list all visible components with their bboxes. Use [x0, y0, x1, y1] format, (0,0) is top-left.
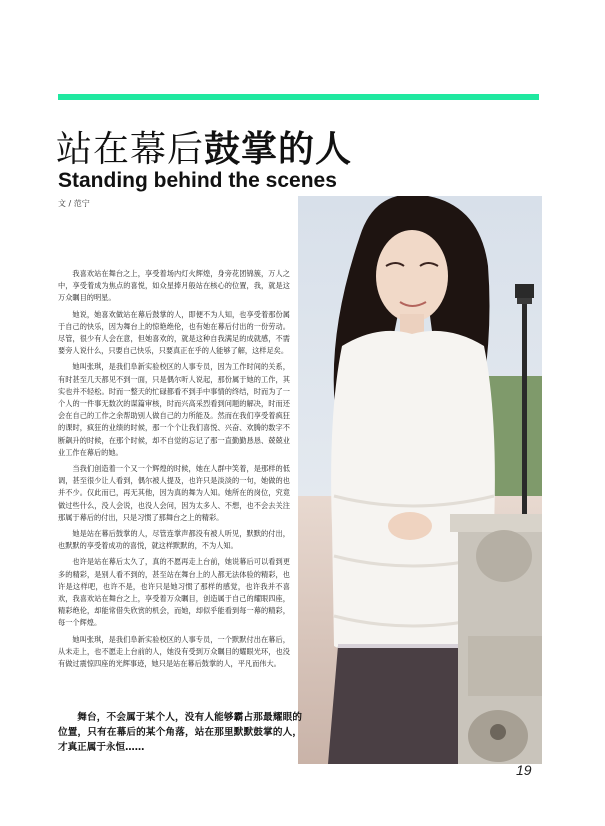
article-title	[56, 128, 352, 172]
byline: 文 / 范宁	[58, 199, 90, 208]
paragraph-5: 她是站在幕后鼓掌的人，尽管连掌声都没有被人听见，默默的付出，也默默的享受着成功的喜悦，就这样默默的，不为人知。	[58, 529, 290, 551]
paragraph-2: 她说，她喜欢做站在幕后鼓掌的人，即便不为人知，也享受着那份属于自己的快乐，因为舞台上的惊艳绝伦，也有她在幕后付出的一份劳动。尽管，很少有人会在意，但她喜欢的，就是这种自我满足的成就感，不需要旁人说什么，只要自己快乐，只要真正在乎的人能够了解，这样足矣。	[58, 309, 290, 356]
paragraph-1: 我喜欢站在舞台之上，享受着场内灯火辉煌，身旁花团锦簇，万人之中，享受着成为焦点的喜悦，如众星捧月般站在核心的位置，我，就是这万众瞩目的明星。	[58, 269, 290, 303]
paragraph-6: 也许是站在幕后太久了，真的不愿再走上台前，她说幕后可以看到更多的精彩，是别人看不到的，甚至站在舞台上的人都无法体验的精彩，也许是这样吧，也许不是，也许只是她习惯了那样的感觉，也许我并不喜欢，我喜欢站在舞台之上，享受着万众瞩目，创造属于自己的耀眼四座，精彩绝伦，却能常借失欣赏的机会，而她，却似乎能看到每一幕的精彩，每一个辉煌。	[58, 557, 290, 628]
portrait-photo	[298, 196, 542, 764]
page-number: 19	[516, 762, 532, 778]
article-subtitle-en: Standing behind the scenes	[58, 169, 337, 192]
paragraph-4: 当我们创造着一个又一个辉煌的时候，她在人群中笑着，是那样的低调，甚至很少让人看到，偶尔被人提及，也许只是淡淡的一句，她做的也并不少。仅此而已，再无其他，因为真的舞为人知。她所在的岗位，究竟做过些什么，没人会说，也没人会问，因为太多人、不想，也不会去关注那属于幕后的付出，只是习惯了那舞台之上的精彩。	[58, 464, 290, 522]
paragraph-3: 她叫张琪，是我们阜新实验校区的人事专员，因为工作时间的关系，有时甚至几天都见不到一面，只是偶尔听人说起，那份属于她的工作，其实也并不轻松。时而一整天的忙碌都看不到手中事情的终结，时而为了一个人的一件事无数次的谋篇审核，时而兴高采烈看到问题的解决，时而还会在自己的工作之余帮助别人做自己的力所能及。然而在我们享受着疯狂的课时，疯狂的业绩的时候，那一个个让我们喜悦、兴奋、欢腾的数字不断飙升的时候，在那个时候，却不自觉的忘记了那一直勤勤恳恳、兢兢业业工作在幕后的她。	[58, 362, 290, 457]
accent-rule	[58, 94, 539, 100]
title-light-part: 站在幕后	[56, 129, 205, 170]
title-bold-part: 鼓掌的人	[204, 129, 353, 170]
article-body	[58, 268, 290, 674]
paragraph-7: 她叫张琪，是我们阜新实验校区的人事专员，一个默默付出在幕后，从未走上，也不愿走上台前的人，她没有受到万众瞩目的耀眼光环，也没有做过震惊四座的光辉事迹，她只是站在幕后鼓掌的人，平凡而伟大。	[58, 634, 290, 669]
closing-paragraph: 舞台，不会属于某个人，没有人能够霸占那最耀眼的位置，只有在幕后的某个角落，站在那里默默鼓掌的人，才真正属于永恒……	[58, 712, 302, 753]
